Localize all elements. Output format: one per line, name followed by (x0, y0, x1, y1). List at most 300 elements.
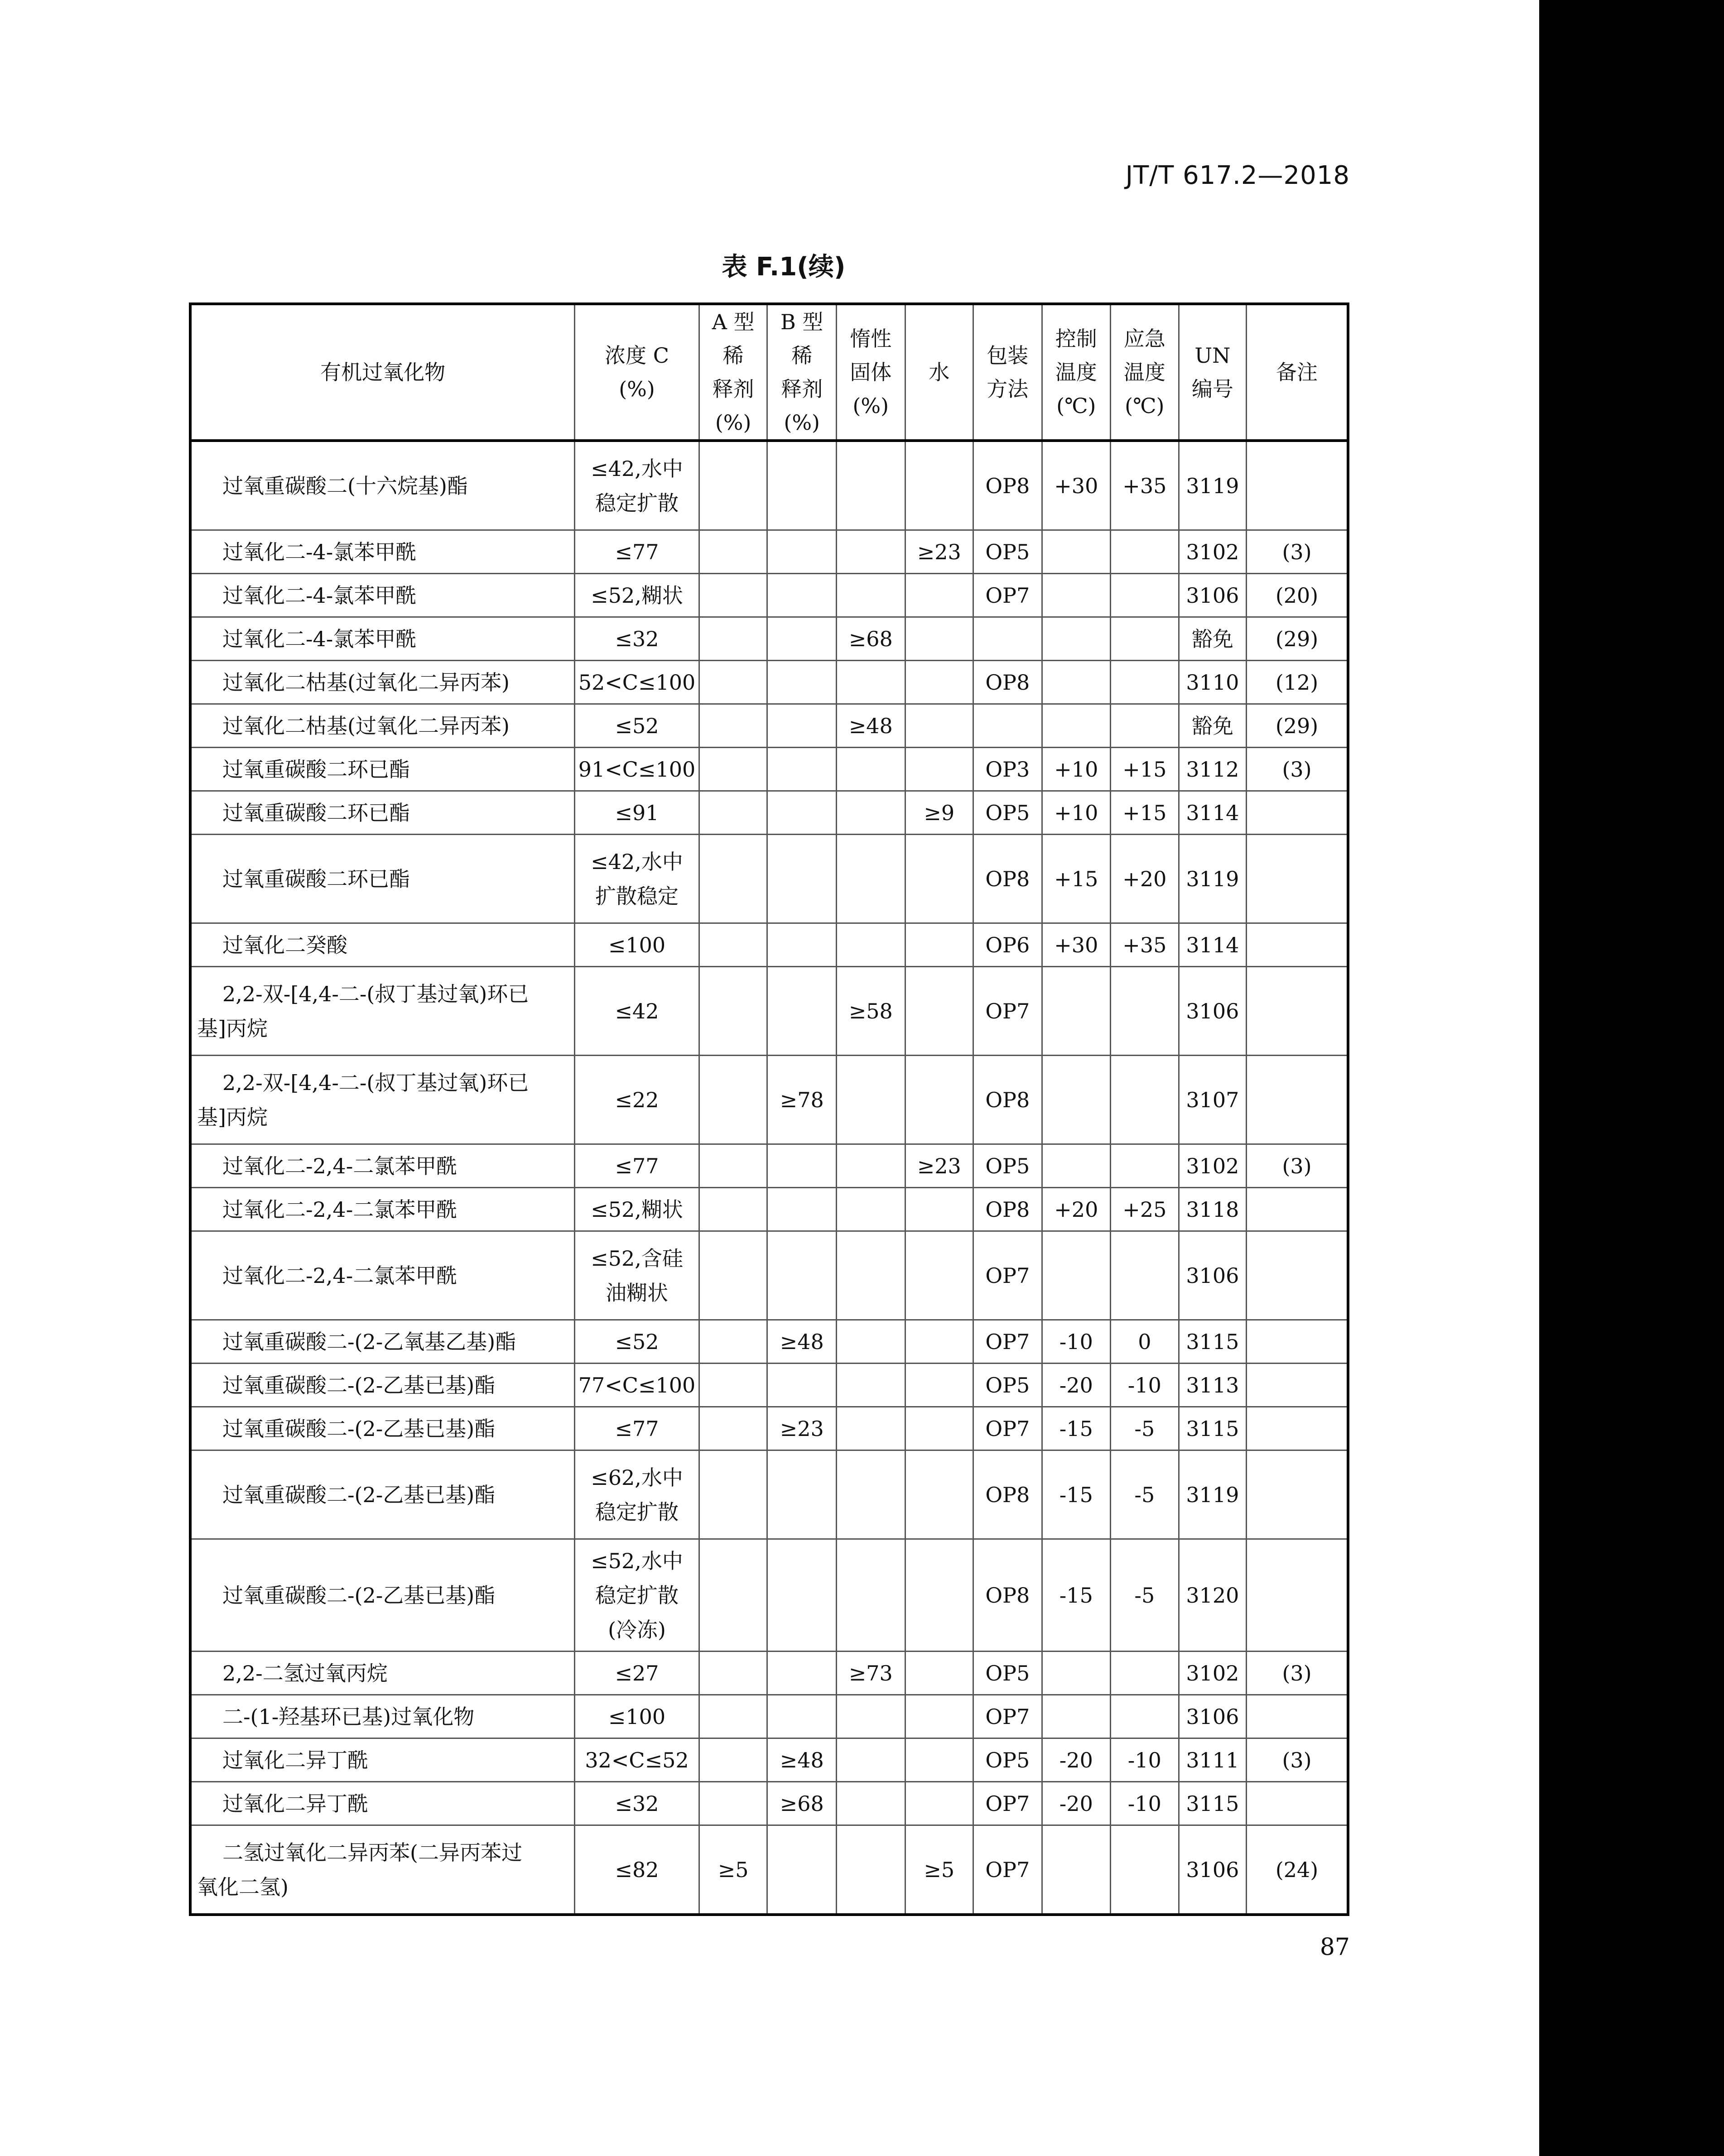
cell-name: 过氧化二枯基(过氧化二异丙苯) (190, 661, 575, 704)
cell-packing: OP7 (973, 967, 1042, 1056)
cell-conc: ≤42 (575, 967, 699, 1056)
table-row (190, 967, 1348, 1056)
cell-un-number: 3119 (1179, 1450, 1247, 1539)
col-header-packing-method: 包装 方法 (973, 304, 1042, 441)
cell-water (905, 1407, 973, 1450)
cell-inert-solid: ≥68 (836, 617, 905, 661)
cell-diluent-a (699, 1364, 767, 1407)
cell-control-temp (1042, 1056, 1111, 1144)
cell-conc: 77<C≤100 (575, 1364, 699, 1407)
cell-diluent-b: ≥48 (767, 1738, 837, 1782)
cell-emergency-temp: -10 (1111, 1782, 1179, 1825)
cell-control-temp (1042, 704, 1111, 748)
cell-diluent-b (767, 835, 837, 923)
cell-control-temp: +30 (1042, 441, 1111, 530)
cell-inert-solid (836, 574, 905, 617)
cell-un-number: 3112 (1179, 748, 1247, 791)
cell-name: 过氧化二异丁酰 (190, 1738, 575, 1782)
cell-water (905, 1231, 973, 1320)
cell-packing: OP8 (973, 1188, 1042, 1231)
table-row (190, 1738, 1348, 1782)
cell-remarks (1247, 1539, 1348, 1652)
col-header-diluent-a: A 型稀 释剂 (%) (699, 304, 767, 441)
cell-conc: ≤77 (575, 1407, 699, 1450)
cell-diluent-a (699, 1738, 767, 1782)
cell-name: 过氧重碳酸二-(2-乙基已基)酯 (190, 1450, 575, 1539)
table-row (190, 1652, 1348, 1695)
cell-remarks (1247, 1782, 1348, 1825)
cell-diluent-b (767, 967, 837, 1056)
cell-emergency-temp: -5 (1111, 1539, 1179, 1652)
cell-remarks (1247, 1320, 1348, 1364)
cell-emergency-temp: +35 (1111, 923, 1179, 967)
cell-packing: OP5 (973, 1144, 1042, 1188)
cell-name: 过氧重碳酸二-(2-乙基已基)酯 (190, 1407, 575, 1450)
table-row (190, 748, 1348, 791)
cell-water (905, 923, 973, 967)
cell-diluent-b: ≥23 (767, 1407, 837, 1450)
cell-packing: OP8 (973, 661, 1042, 704)
cell-remarks: (3) (1247, 1144, 1348, 1188)
cell-diluent-a (699, 791, 767, 835)
cell-diluent-b (767, 1539, 837, 1652)
cell-packing: OP8 (973, 835, 1042, 923)
cell-conc: ≤32 (575, 617, 699, 661)
cell-conc: ≤82 (575, 1825, 699, 1915)
table-header-row (190, 304, 1348, 441)
cell-water: ≥5 (905, 1825, 973, 1915)
cell-water: ≥9 (905, 791, 973, 835)
cell-inert-solid (836, 1825, 905, 1915)
cell-remarks (1247, 1407, 1348, 1450)
cell-remarks (1247, 1188, 1348, 1231)
cell-diluent-b (767, 791, 837, 835)
cell-diluent-b (767, 574, 837, 617)
cell-packing: OP7 (973, 1231, 1042, 1320)
cell-un-number: 3111 (1179, 1738, 1247, 1782)
cell-conc: ≤52 (575, 1320, 699, 1364)
cell-inert-solid (836, 835, 905, 923)
cell-control-temp: -20 (1042, 1738, 1111, 1782)
cell-control-temp: +15 (1042, 835, 1111, 923)
cell-remarks (1247, 1450, 1348, 1539)
cell-name: 过氧化二-2,4-二氯苯甲酰 (190, 1144, 575, 1188)
cell-conc: ≤32 (575, 1782, 699, 1825)
cell-packing: OP5 (973, 791, 1042, 835)
cell-control-temp: -20 (1042, 1782, 1111, 1825)
cell-remarks: (29) (1247, 704, 1348, 748)
cell-inert-solid (836, 1695, 905, 1738)
cell-inert-solid (836, 1231, 905, 1320)
col-header-peroxide: 有机过氧化物 (190, 304, 575, 441)
cell-diluent-b (767, 661, 837, 704)
cell-diluent-a (699, 530, 767, 574)
cell-inert-solid (836, 748, 905, 791)
cell-control-temp: -20 (1042, 1364, 1111, 1407)
cell-control-temp: -15 (1042, 1539, 1111, 1652)
cell-water (905, 661, 973, 704)
cell-control-temp: +20 (1042, 1188, 1111, 1231)
cell-un-number: 3106 (1179, 1695, 1247, 1738)
cell-conc: 32<C≤52 (575, 1738, 699, 1782)
cell-un-number: 豁免 (1179, 617, 1247, 661)
cell-packing: OP8 (973, 1450, 1042, 1539)
cell-water (905, 1782, 973, 1825)
cell-emergency-temp: -10 (1111, 1738, 1179, 1782)
table-row (190, 835, 1348, 923)
cell-diluent-a (699, 1695, 767, 1738)
cell-emergency-temp: -10 (1111, 1364, 1179, 1407)
cell-un-number: 3107 (1179, 1056, 1247, 1144)
cell-name: 过氧重碳酸二(十六烷基)酯 (190, 441, 575, 530)
cell-conc: 52<C≤100 (575, 661, 699, 704)
cell-remarks: (3) (1247, 1652, 1348, 1695)
cell-emergency-temp: +35 (1111, 441, 1179, 530)
cell-remarks (1247, 967, 1348, 1056)
cell-diluent-b: ≥68 (767, 1782, 837, 1825)
cell-name: 过氧化二-4-氯苯甲酰 (190, 530, 575, 574)
cell-inert-solid: ≥73 (836, 1652, 905, 1695)
cell-control-temp (1042, 1695, 1111, 1738)
cell-water (905, 967, 973, 1056)
cell-name: 过氧重碳酸二环已酯 (190, 835, 575, 923)
cell-emergency-temp: 0 (1111, 1320, 1179, 1364)
table-row (190, 617, 1348, 661)
cell-packing: OP5 (973, 1738, 1042, 1782)
cell-name: 过氧化二-2,4-二氯苯甲酰 (190, 1231, 575, 1320)
cell-inert-solid (836, 441, 905, 530)
cell-inert-solid (836, 923, 905, 967)
cell-name: 2,2-双-[4,4-二-(叔丁基过氧)环已 基]丙烷 (190, 1056, 575, 1144)
cell-conc: ≤91 (575, 791, 699, 835)
cell-remarks (1247, 1056, 1348, 1144)
cell-emergency-temp (1111, 574, 1179, 617)
cell-un-number: 3102 (1179, 1144, 1247, 1188)
col-header-remarks: 备注 (1247, 304, 1348, 441)
cell-conc: ≤52 (575, 704, 699, 748)
cell-remarks (1247, 835, 1348, 923)
cell-water (905, 1450, 973, 1539)
scan-edge-bar (1539, 0, 1724, 2156)
cell-control-temp (1042, 1144, 1111, 1188)
cell-diluent-a (699, 1320, 767, 1364)
cell-inert-solid (836, 1364, 905, 1407)
cell-emergency-temp: -5 (1111, 1407, 1179, 1450)
cell-inert-solid: ≥48 (836, 704, 905, 748)
table-row (190, 1825, 1348, 1915)
cell-diluent-b (767, 1652, 837, 1695)
cell-packing: OP7 (973, 1320, 1042, 1364)
cell-packing: OP5 (973, 1652, 1042, 1695)
cell-un-number: 3113 (1179, 1364, 1247, 1407)
cell-un-number: 3114 (1179, 923, 1247, 967)
cell-remarks: (20) (1247, 574, 1348, 617)
cell-inert-solid (836, 1450, 905, 1539)
cell-inert-solid (836, 1407, 905, 1450)
cell-remarks: (12) (1247, 661, 1348, 704)
cell-inert-solid: ≥58 (836, 967, 905, 1056)
cell-diluent-a (699, 1782, 767, 1825)
cell-conc: ≤52,糊状 (575, 1188, 699, 1231)
cell-remarks: (3) (1247, 1738, 1348, 1782)
cell-diluent-b: ≥48 (767, 1320, 837, 1364)
cell-emergency-temp (1111, 967, 1179, 1056)
cell-water (905, 574, 973, 617)
cell-conc: ≤77 (575, 1144, 699, 1188)
cell-diluent-a (699, 574, 767, 617)
cell-water (905, 1364, 973, 1407)
cell-name: 过氧化二-4-氯苯甲酰 (190, 617, 575, 661)
table-row (190, 1450, 1348, 1539)
cell-control-temp (1042, 1231, 1111, 1320)
cell-emergency-temp (1111, 530, 1179, 574)
cell-control-temp (1042, 574, 1111, 617)
cell-un-number: 3102 (1179, 530, 1247, 574)
peroxide-table (189, 303, 1349, 1916)
cell-emergency-temp (1111, 1695, 1179, 1738)
cell-inert-solid (836, 1782, 905, 1825)
cell-diluent-a (699, 1539, 767, 1652)
cell-water (905, 1320, 973, 1364)
cell-un-number: 3115 (1179, 1407, 1247, 1450)
cell-remarks (1247, 1231, 1348, 1320)
cell-diluent-a (699, 748, 767, 791)
cell-name: 过氧重碳酸二-(2-乙氧基乙基)酯 (190, 1320, 575, 1364)
cell-conc: ≤42,水中 稳定扩散 (575, 441, 699, 530)
cell-inert-solid (836, 1144, 905, 1188)
cell-water (905, 1539, 973, 1652)
cell-diluent-a (699, 967, 767, 1056)
table-row (190, 1231, 1348, 1320)
cell-un-number: 3115 (1179, 1320, 1247, 1364)
col-header-water: 水 (905, 304, 973, 441)
cell-emergency-temp: -5 (1111, 1450, 1179, 1539)
cell-water (905, 441, 973, 530)
cell-water (905, 748, 973, 791)
cell-packing: OP7 (973, 1695, 1042, 1738)
cell-emergency-temp: +15 (1111, 748, 1179, 791)
cell-remarks: (3) (1247, 748, 1348, 791)
cell-water (905, 1652, 973, 1695)
cell-name: 2,2-双-[4,4-二-(叔丁基过氧)环已 基]丙烷 (190, 967, 575, 1056)
cell-inert-solid (836, 1539, 905, 1652)
cell-inert-solid (836, 1188, 905, 1231)
cell-conc: ≤52,糊状 (575, 574, 699, 617)
cell-diluent-a (699, 1231, 767, 1320)
cell-diluent-a (699, 835, 767, 923)
cell-name: 过氧重碳酸二-(2-乙基已基)酯 (190, 1539, 575, 1652)
cell-control-temp (1042, 530, 1111, 574)
cell-conc: ≤100 (575, 1695, 699, 1738)
cell-control-temp: +10 (1042, 748, 1111, 791)
cell-control-temp: -15 (1042, 1407, 1111, 1450)
cell-conc: ≤27 (575, 1652, 699, 1695)
cell-name: 过氧化二枯基(过氧化二异丙苯) (190, 704, 575, 748)
cell-diluent-a (699, 1188, 767, 1231)
cell-un-number: 3110 (1179, 661, 1247, 704)
cell-emergency-temp (1111, 661, 1179, 704)
cell-emergency-temp (1111, 1652, 1179, 1695)
table-row (190, 1188, 1348, 1231)
cell-inert-solid (836, 661, 905, 704)
cell-packing: OP7 (973, 1782, 1042, 1825)
cell-diluent-b (767, 1364, 837, 1407)
cell-remarks (1247, 923, 1348, 967)
cell-remarks (1247, 1695, 1348, 1738)
cell-emergency-temp: +15 (1111, 791, 1179, 835)
cell-packing (973, 617, 1042, 661)
cell-remarks (1247, 1364, 1348, 1407)
cell-emergency-temp (1111, 704, 1179, 748)
cell-inert-solid (836, 1320, 905, 1364)
cell-name: 二-(1-羟基环已基)过氧化物 (190, 1695, 575, 1738)
cell-water (905, 617, 973, 661)
table-row (190, 661, 1348, 704)
cell-diluent-a (699, 1144, 767, 1188)
table-row (190, 1695, 1348, 1738)
cell-diluent-b (767, 923, 837, 967)
table-row (190, 704, 1348, 748)
cell-emergency-temp (1111, 1144, 1179, 1188)
col-header-un-number: UN 编号 (1179, 304, 1247, 441)
cell-name: 2,2-二氢过氧丙烷 (190, 1652, 575, 1695)
cell-conc: ≤22 (575, 1056, 699, 1144)
cell-diluent-b (767, 617, 837, 661)
col-header-emergency-temp: 应急 温度 (℃) (1111, 304, 1179, 441)
cell-remarks: (24) (1247, 1825, 1348, 1915)
cell-diluent-b (767, 1188, 837, 1231)
cell-remarks (1247, 441, 1348, 530)
cell-diluent-b (767, 1825, 837, 1915)
table-row (190, 1407, 1348, 1450)
table-row (190, 1320, 1348, 1364)
cell-un-number: 3106 (1179, 1231, 1247, 1320)
cell-emergency-temp (1111, 617, 1179, 661)
col-header-inert-solid: 惰性 固体 (%) (836, 304, 905, 441)
cell-name: 过氧重碳酸二环已酯 (190, 791, 575, 835)
cell-packing: OP6 (973, 923, 1042, 967)
cell-name: 过氧化二异丁酰 (190, 1782, 575, 1825)
cell-un-number: 3106 (1179, 574, 1247, 617)
cell-control-temp: -10 (1042, 1320, 1111, 1364)
table-row (190, 1056, 1348, 1144)
table-row (190, 1144, 1348, 1188)
table-row (190, 1539, 1348, 1652)
cell-conc: ≤62,水中 稳定扩散 (575, 1450, 699, 1539)
cell-diluent-b (767, 748, 837, 791)
table-title: 表 F.1(续) (722, 252, 846, 282)
cell-emergency-temp: +25 (1111, 1188, 1179, 1231)
cell-packing: OP8 (973, 1539, 1042, 1652)
col-header-diluent-b: B 型稀 释剂 (%) (767, 304, 837, 441)
cell-water (905, 835, 973, 923)
col-header-control-temp: 控制 温度 (℃) (1042, 304, 1111, 441)
cell-remarks (1247, 791, 1348, 835)
cell-packing: OP8 (973, 1056, 1042, 1144)
table-row (190, 923, 1348, 967)
table-row (190, 574, 1348, 617)
cell-diluent-a (699, 1652, 767, 1695)
cell-diluent-b: ≥78 (767, 1056, 837, 1144)
cell-diluent-a: ≥5 (699, 1825, 767, 1915)
cell-control-temp: +10 (1042, 791, 1111, 835)
cell-water (905, 1056, 973, 1144)
cell-packing: OP8 (973, 441, 1042, 530)
table-row (190, 530, 1348, 574)
cell-conc: ≤52,水中 稳定扩散 (冷冻) (575, 1539, 699, 1652)
cell-diluent-a (699, 1450, 767, 1539)
table-row (190, 1364, 1348, 1407)
cell-packing: OP5 (973, 530, 1042, 574)
cell-emergency-temp: +20 (1111, 835, 1179, 923)
cell-conc: ≤100 (575, 923, 699, 967)
cell-diluent-b (767, 1450, 837, 1539)
cell-name: 过氧重碳酸二环已酯 (190, 748, 575, 791)
cell-water (905, 1695, 973, 1738)
cell-packing: OP7 (973, 1407, 1042, 1450)
cell-inert-solid (836, 1738, 905, 1782)
cell-control-temp (1042, 967, 1111, 1056)
cell-un-number: 豁免 (1179, 704, 1247, 748)
cell-inert-solid (836, 1056, 905, 1144)
cell-water (905, 1738, 973, 1782)
cell-emergency-temp (1111, 1056, 1179, 1144)
cell-inert-solid (836, 530, 905, 574)
cell-name: 过氧化二癸酸 (190, 923, 575, 967)
cell-diluent-b (767, 530, 837, 574)
cell-control-temp (1042, 661, 1111, 704)
cell-diluent-b (767, 1144, 837, 1188)
table-row (190, 791, 1348, 835)
cell-name: 过氧重碳酸二-(2-乙基已基)酯 (190, 1364, 575, 1407)
cell-un-number: 3106 (1179, 967, 1247, 1056)
cell-control-temp (1042, 1652, 1111, 1695)
cell-control-temp: +30 (1042, 923, 1111, 967)
cell-control-temp: -15 (1042, 1450, 1111, 1539)
table-row (190, 441, 1348, 530)
col-header-concentration: 浓度 C (%) (575, 304, 699, 441)
cell-un-number: 3119 (1179, 441, 1247, 530)
cell-water (905, 704, 973, 748)
cell-un-number: 3115 (1179, 1782, 1247, 1825)
cell-diluent-b (767, 704, 837, 748)
cell-emergency-temp (1111, 1231, 1179, 1320)
cell-inert-solid (836, 791, 905, 835)
cell-diluent-b (767, 441, 837, 530)
cell-un-number: 3102 (1179, 1652, 1247, 1695)
cell-diluent-a (699, 923, 767, 967)
cell-packing: OP7 (973, 1825, 1042, 1915)
document-code: JT/T 617.2—2018 (1125, 161, 1350, 190)
cell-conc: ≤77 (575, 530, 699, 574)
cell-emergency-temp (1111, 1825, 1179, 1915)
cell-water: ≥23 (905, 1144, 973, 1188)
cell-remarks: (3) (1247, 530, 1348, 574)
cell-diluent-b (767, 1231, 837, 1320)
cell-packing: OP3 (973, 748, 1042, 791)
cell-un-number: 3119 (1179, 835, 1247, 923)
cell-name: 过氧化二-2,4-二氯苯甲酰 (190, 1188, 575, 1231)
cell-name: 二氢过氧化二异丙苯(二异丙苯过 氧化二氢) (190, 1825, 575, 1915)
cell-packing (973, 704, 1042, 748)
cell-un-number: 3114 (1179, 791, 1247, 835)
cell-diluent-a (699, 661, 767, 704)
cell-diluent-a (699, 1056, 767, 1144)
cell-diluent-a (699, 617, 767, 661)
cell-un-number: 3106 (1179, 1825, 1247, 1915)
cell-diluent-b (767, 1695, 837, 1738)
cell-name: 过氧化二-4-氯苯甲酰 (190, 574, 575, 617)
